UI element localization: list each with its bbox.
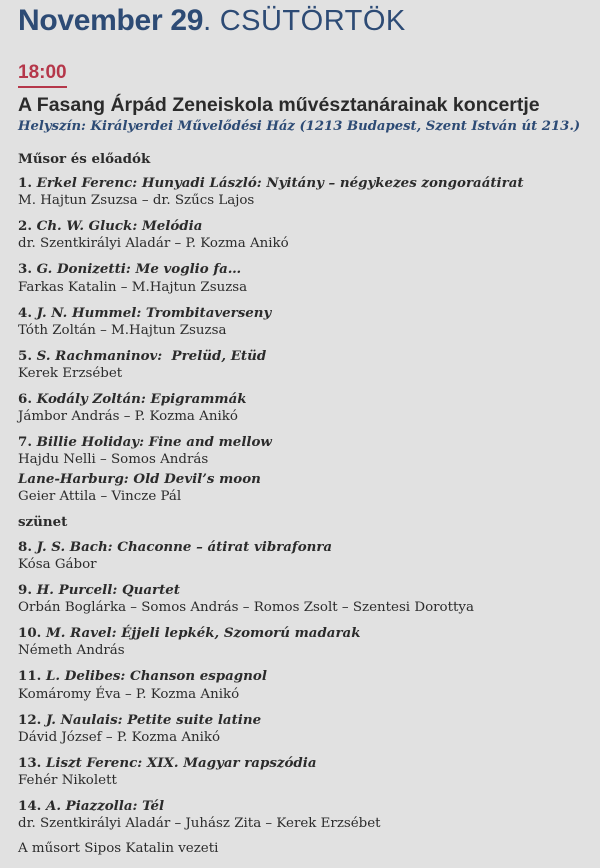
- program-item: [18, 581, 582, 618]
- item-number: 3.: [18, 261, 32, 278]
- piece-name: Ch. W. Gluck: Melódia: [36, 218, 203, 235]
- performers: Kósa Gábor: [18, 557, 97, 573]
- date-separator: .: [203, 5, 212, 37]
- item-number: 13.: [18, 754, 42, 771]
- piece-name: G. Donizetti: Me voglio fa…: [36, 261, 242, 278]
- program-item: [18, 390, 582, 427]
- performers: Jámbor András – P. Kozma Anikó: [18, 409, 238, 425]
- piece-title: [18, 217, 582, 235]
- program-list-second-half: [18, 538, 582, 834]
- piece-title: [18, 581, 582, 599]
- performers: M. Hajtun Zsuzsa – dr. Szűcs Lajos: [18, 193, 255, 209]
- event-time: 18:00: [18, 62, 67, 88]
- performers: Németh András: [18, 643, 125, 659]
- piece-title: [18, 711, 582, 729]
- performers: Hajdu Nelli – Somos András: [18, 452, 209, 468]
- weekday-label: CSÜTÖRTÖK: [219, 5, 406, 37]
- piece-name: L. Delibes: Chanson espagnol: [45, 668, 267, 685]
- performers: dr. Szentkirályi Aladár – P. Kozma Anikó: [18, 236, 289, 252]
- piece-title: [18, 667, 582, 685]
- piece-title: [18, 390, 582, 408]
- program-list: [18, 174, 582, 506]
- performers: Farkas Katalin – M.Hajtun Zsuzsa: [18, 279, 248, 295]
- item-number: 7.: [18, 434, 32, 451]
- piece-title: [18, 433, 582, 451]
- item-number: 4.: [18, 304, 32, 321]
- program-item: [18, 624, 582, 661]
- piece-title: [18, 754, 582, 772]
- program-item: [18, 260, 582, 297]
- piece-title: [18, 538, 582, 556]
- program-heading: Műsor és előadók: [18, 151, 151, 167]
- item-number: 8.: [18, 538, 32, 555]
- piece-title: [18, 304, 582, 322]
- program-item: [18, 347, 582, 384]
- performers: Fehér Nikolett: [18, 773, 117, 789]
- date-header: [18, 4, 582, 52]
- program-item: [18, 174, 582, 211]
- piece-name: M. Ravel: Éjjeli lepkék, Szomorú madarak: [45, 625, 361, 642]
- piece-title-secondary: Lane-Harburg: Old Devil’s moon: [18, 470, 261, 487]
- program-item: [18, 433, 582, 506]
- piece-title: [18, 797, 582, 815]
- piece-title: [18, 260, 582, 278]
- performers-secondary: Geier Attila – Vincze Pál: [18, 489, 182, 505]
- piece-name: J. Naulais: Petite suite latine: [45, 711, 262, 728]
- piece-title: [18, 624, 582, 642]
- program-item: [18, 304, 582, 341]
- program-item: [18, 538, 582, 575]
- program-item: [18, 754, 582, 791]
- item-number: 9.: [18, 581, 32, 598]
- item-number: 5.: [18, 347, 32, 364]
- performers: Komáromy Éva – P. Kozma Anikó: [18, 686, 240, 702]
- piece-name: Kodály Zoltán: Epigrammák: [36, 390, 247, 407]
- program-item: [18, 797, 582, 834]
- host-note: A műsort Sipos Katalin vezeti: [18, 841, 219, 857]
- event-venue: Helyszín: Királyerdei Művelődési Ház (1213 Budapest, Szent István út 213.): [18, 119, 581, 134]
- piece-name: H. Purcell: Quartet: [36, 581, 180, 598]
- date-label: November 29: [18, 4, 204, 37]
- performers: Orbán Boglárka – Somos András – Romos Zsolt – Szentesi Dorottya: [18, 600, 474, 616]
- piece-title: [18, 174, 582, 192]
- program-item: [18, 711, 582, 748]
- piece-name: J. S. Bach: Chaconne – átirat vibrafonra: [36, 538, 333, 555]
- performers: Kerek Erzsébet: [18, 366, 123, 382]
- event-title: A Fasang Árpád Zeneiskola művésztanárainak koncertje: [18, 94, 540, 116]
- item-number: 10.: [18, 625, 42, 642]
- time-row: [18, 62, 582, 88]
- item-number: 11.: [18, 668, 42, 685]
- performers: Dávid József – P. Kozma Anikó: [18, 729, 221, 745]
- piece-name: S. Rachmaninov: Prelüd, Etüd: [36, 347, 267, 364]
- performers: dr. Szentkirályi Aladár – Juhász Zita – Kerek Erzsébet: [18, 816, 381, 832]
- item-number: 12.: [18, 711, 42, 728]
- item-number: 6.: [18, 390, 32, 407]
- piece-name: Erkel Ferenc: Hunyadi László: Nyitány – négykezes zongoraátirat: [36, 175, 524, 191]
- program-item: [18, 667, 582, 704]
- piece-name: Billie Holiday: Fine and mellow: [36, 434, 272, 451]
- item-number: 1.: [18, 175, 32, 191]
- item-number: 14.: [18, 797, 42, 814]
- performers: Tóth Zoltán – M.Hajtun Zsuzsa: [18, 322, 227, 338]
- piece-name: A. Piazzolla: Tél: [45, 797, 165, 814]
- program-item: [18, 217, 582, 254]
- piece-name: J. N. Hummel: Trombitaverseny: [36, 304, 272, 321]
- piece-title: [18, 347, 582, 365]
- intermission-label: szünet: [18, 513, 68, 530]
- item-number: 2.: [18, 218, 32, 235]
- piece-name: Liszt Ferenc: XIX. Magyar rapszódia: [45, 754, 317, 771]
